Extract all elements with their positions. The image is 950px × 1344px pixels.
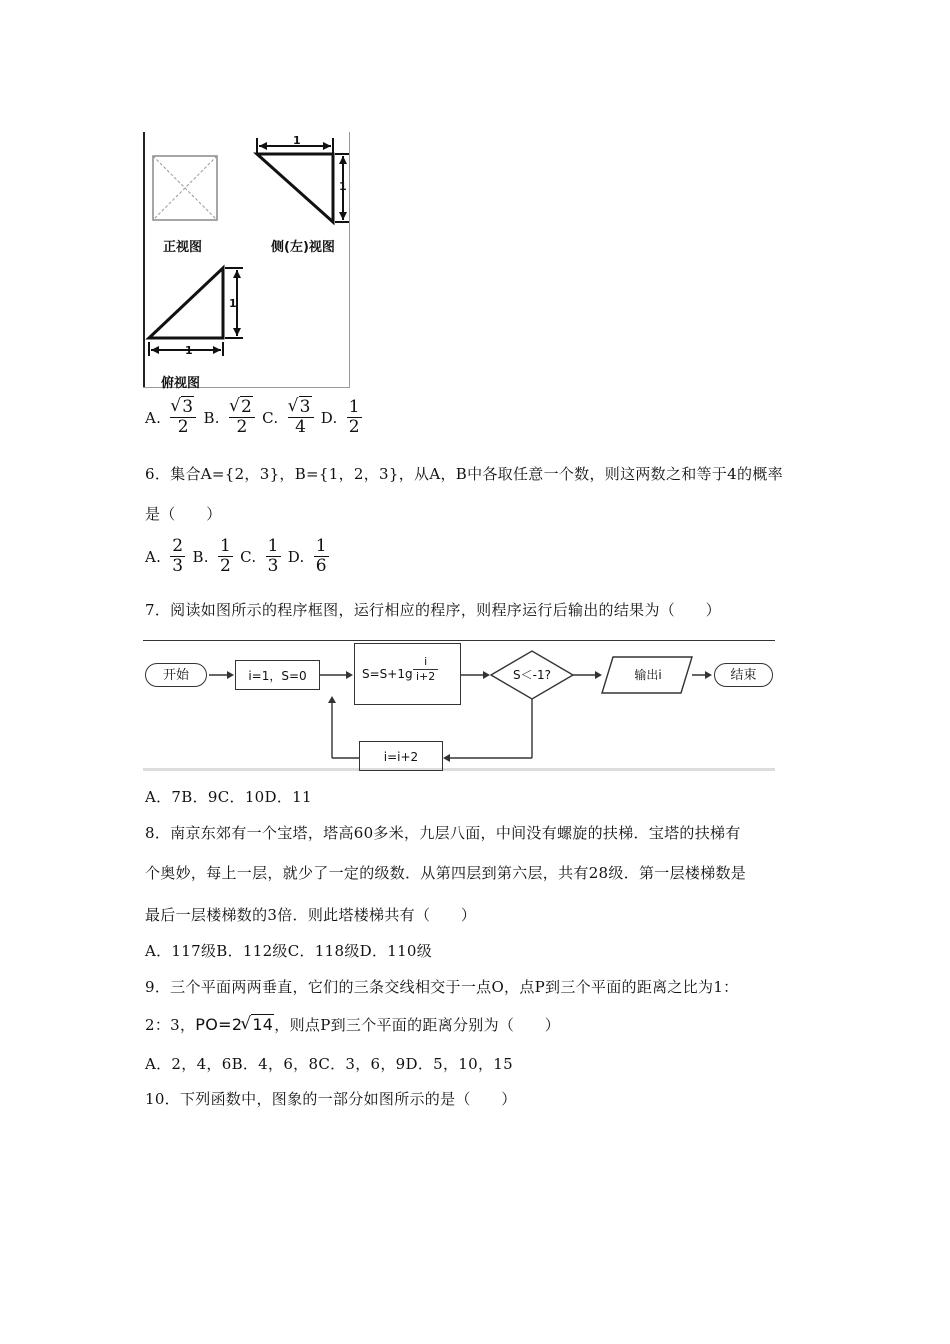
flowchart-update-fraction (413, 655, 438, 684)
q7-stem: 7．阅读如图所示的程序框图，运行相应的程序，则程序运行后输出的结果为（ ） (145, 601, 721, 619)
q5-option-b-label: B. (203, 408, 220, 427)
q6-option-d-fraction: $\frac{1}{6}$ (315, 536, 327, 576)
q5-option-c-fraction (288, 398, 314, 437)
flowchart-init: i=1，S=0 (235, 660, 320, 690)
q6-option-b-label: B. (192, 547, 209, 566)
flowchart-increment: i=i+2 (359, 741, 443, 771)
front-view-label: 正视图 (163, 240, 203, 255)
side-view-dim-right: 1 (339, 180, 347, 193)
q5-option-c-denominator: 4 (295, 417, 307, 437)
q6-option-d-label: D. (287, 547, 305, 566)
q5-option-d-numerator: 1 (348, 397, 360, 417)
q9-formula-radicand: 14 (252, 1015, 274, 1034)
q8-stem-line1: 8．南京东郊有一个宝塔，塔高60多米，九层八面，中间没有螺旋的扶梯．宝塔的扶梯有 (145, 824, 741, 842)
q5-option-a-denominator: 2 (177, 417, 189, 437)
q6-option-a-label: A. (145, 547, 162, 566)
flowchart (143, 640, 775, 772)
top-view-drawing (145, 262, 249, 362)
q5-option-d-fraction (347, 398, 362, 437)
top-view-dim-right: 1 (229, 297, 237, 310)
q6-options (145, 537, 331, 576)
q5-option-d-label: D. (320, 408, 338, 427)
q5-option-a-numerator: 3 (182, 397, 194, 417)
flowchart-update (354, 643, 461, 705)
q5-option-b-denominator: 2 (236, 417, 248, 437)
flowchart-condition: S＜-1? (513, 668, 551, 682)
side-view-label: 侧(左)视图 (271, 240, 335, 255)
three-view-figure (143, 132, 351, 390)
q5-options (145, 398, 364, 437)
q5-option-a-label: A. (145, 408, 162, 427)
q7-options: A．7B．9C．10D．11 (145, 788, 312, 806)
q6-stem-line1: 6．集合A={2，3}，B={1，2，3}，从A，B中各取任意一个数，则这两数之和等于4的概率 (145, 465, 783, 483)
q6-stem-line2: 是（ ） (145, 505, 222, 523)
side-view-dim-top: 1 (293, 134, 301, 147)
q9-stem-line1: 9．三个平面两两垂直，它们的三条交线相交于一点O，点P到三个平面的距离之比为1： (145, 978, 739, 996)
q5-option-b-numerator: 2 (240, 397, 253, 417)
flowchart-output: 输出i (634, 668, 662, 682)
top-view-dim-bottom: 1 (185, 344, 193, 357)
q5-option-a-fraction (170, 398, 196, 437)
flowchart-update-denominator: i+2 (416, 670, 436, 683)
q6-option-a-fraction: $\frac{2}{3}$ (172, 536, 184, 576)
q9-line2-suffix: ，则点P到三个平面的距离分别为（ ） (274, 1016, 561, 1034)
flowchart-update-numerator: i (413, 655, 438, 670)
q5-option-c-numerator: 3 (299, 397, 311, 417)
q10-stem: 10．下列函数中，图象的一部分如图所示的是（ ） (145, 1090, 517, 1108)
flowchart-start: 开始 (145, 663, 207, 687)
q8-options: A．117级B．112级C．118级D．110级 (145, 942, 433, 960)
flowchart-update-prefix: S=S+1g (362, 667, 413, 681)
q9-options: A．2，4，6B．4，6，8C．3，6，9D．5，10，15 (145, 1055, 513, 1073)
q6-option-b-fraction: $\frac{1}{2}$ (219, 536, 232, 576)
q8-stem-line3: 最后一层楼梯数的3倍．则此塔楼梯共有（ ） (145, 906, 477, 924)
q6-option-c-label: C. (240, 547, 257, 566)
q5-option-b-fraction (229, 398, 255, 437)
top-view-label: 俯视图 (161, 376, 201, 391)
flowchart-end: 结束 (714, 663, 773, 687)
front-view-drawing (151, 154, 221, 224)
q6-option-c-fraction: $\frac{1}{3}$ (267, 536, 279, 576)
q8-stem-line2: 个奥妙，每上一层，就少了一定的级数．从第四层到第六层，共有28级．第一层楼梯数是 (145, 864, 747, 882)
q9-line2-prefix: 2：3， (145, 1016, 196, 1034)
q9-formula: PO=2√ 14 (195, 1015, 274, 1034)
side-view-drawing (251, 134, 351, 230)
q5-option-c-label: C. (262, 408, 279, 427)
q9-stem-line2 (145, 1014, 560, 1035)
q5-option-d-denominator: 2 (348, 417, 360, 437)
